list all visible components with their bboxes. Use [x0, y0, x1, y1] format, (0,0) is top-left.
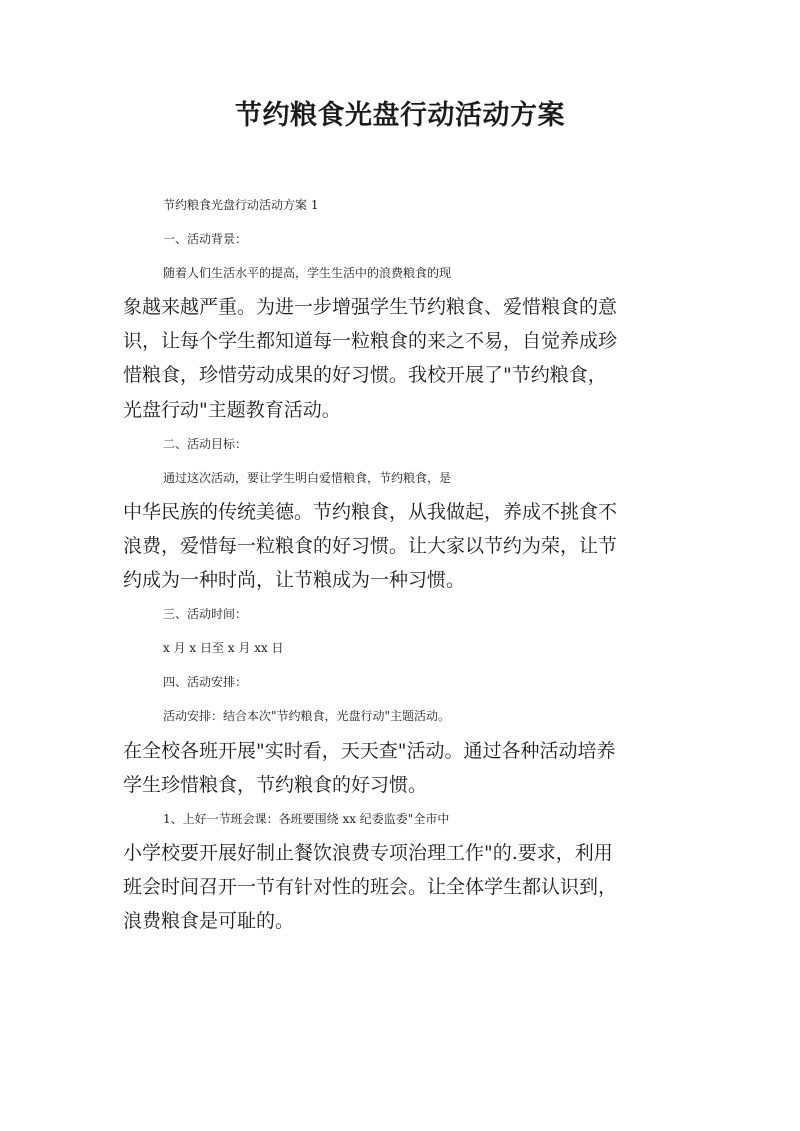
document-title: 节约粮食光盘行动活动方案: [235, 100, 565, 131]
text-line: 四、活动安排：: [163, 675, 248, 690]
text-line: 学生珍惜粮食，节约粮食的好习惯。: [123, 773, 428, 796]
text-line: 班会时间召开一节有针对性的班会。让全体学生都认识到，: [123, 875, 618, 898]
text-line: x 月 x 日至 x 月 xx 日: [163, 641, 284, 656]
text-line: 随着人们生活水平的提高，学生生活中的浪费粮食的现: [163, 266, 452, 281]
text-line: 浪费，爱惜每一粒粮食的好习惯。让大家以节约为荣，让节: [123, 534, 618, 557]
document-body: [123, 188, 698, 938]
text-line: 1、上好一节班会课：各班要围绕 xx 纪委监委"全市中: [163, 811, 450, 826]
text-line: 一、活动背景：: [163, 232, 248, 247]
text-line: 约成为一种时尚，让节粮成为一种习惯。: [123, 569, 466, 592]
text-line: 惜粮食，珍惜劳动成果的好习惯。我校开展了"节约粮食，: [123, 364, 607, 387]
text-line: 通过这次活动，要让学生明白爱惜粮食，节约粮食，是: [163, 470, 452, 485]
text-line: 二、活动目标：: [163, 436, 248, 451]
text-line: 三、活动时间：: [163, 607, 248, 622]
text-line: 节约粮食光盘行动活动方案 1: [163, 198, 319, 212]
text-line: 识，让每个学生都知道每一粒粮食的来之不易，自觉养成珍: [123, 330, 618, 353]
text-line: 光盘行动"主题教育活动。: [123, 398, 341, 421]
text-line: 浪费粮食是可耻的。: [123, 909, 295, 932]
text-line: 中华民族的传统美德。节约粮食，从我做起，养成不挑食不: [123, 500, 618, 523]
text-line: 象越来越严重。为进一步增强学生节约粮食、爱惜粮食的意: [123, 296, 618, 319]
text-line: 小学校要开展好制止餐饮浪费专项治理工作"的.要求，利用: [123, 841, 613, 864]
text-line: 在全校各班开展"实时看，天天查"活动。通过各种活动培养: [123, 739, 616, 762]
text-line: 活动安排：结合本次"节约粮食，光盘行动"主题活动。: [163, 709, 451, 724]
